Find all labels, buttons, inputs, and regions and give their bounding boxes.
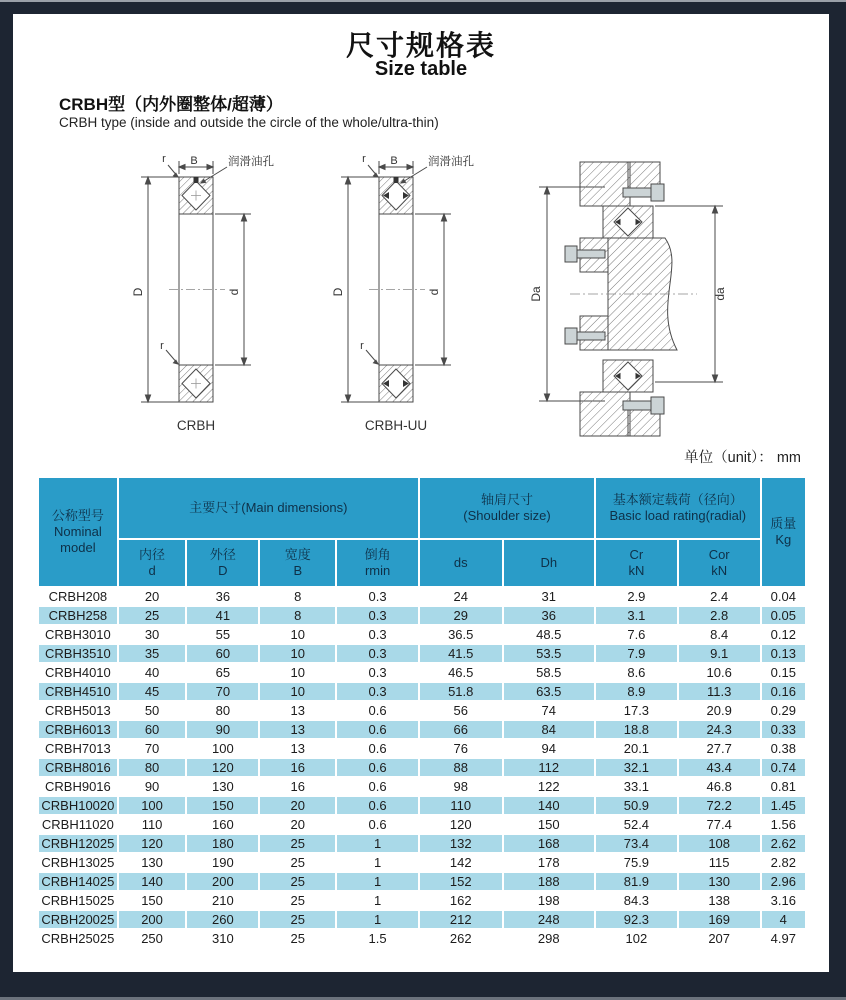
table-cell: 2.82 (762, 854, 805, 871)
frame-top-edge (0, 0, 846, 2)
table-cell: 142 (420, 854, 502, 871)
table-row (39, 930, 805, 947)
table-cell: 2.9 (596, 588, 677, 605)
table-cell: 2.4 (679, 588, 760, 605)
table-cell: 2.8 (679, 607, 760, 624)
table-cell: 84.3 (596, 892, 677, 909)
unit-note: 单位（unit）： mm (684, 450, 801, 466)
table-cell: 16 (260, 759, 335, 776)
table-row (39, 588, 805, 605)
table-row (39, 816, 805, 833)
table-cell: CRBH6013 (39, 721, 117, 738)
table-row (39, 759, 805, 776)
table-cell: 73.4 (596, 835, 677, 852)
table-cell: 1 (337, 835, 418, 852)
table-cell: 35 (119, 645, 186, 662)
crbh-uu-cross-section-diagram (331, 152, 481, 437)
table-cell: 0.6 (337, 759, 418, 776)
table-cell: 8 (260, 607, 335, 624)
table-cell: 0.3 (337, 683, 418, 700)
table-cell: 110 (420, 797, 502, 814)
table-cell: 210 (187, 892, 258, 909)
table-cell: 262 (420, 930, 502, 947)
table-cell: 20 (119, 588, 186, 605)
table-cell: 1.5 (337, 930, 418, 947)
diagram-caption: CRBH (176, 418, 216, 433)
table-cell: 0.16 (762, 683, 805, 700)
table-cell: CRBH25025 (39, 930, 117, 947)
table-cell: 2.96 (762, 873, 805, 890)
table-cell: 298 (504, 930, 595, 947)
table-cell: 8.9 (596, 683, 677, 700)
table-row (39, 778, 805, 795)
table-cell: 13 (260, 702, 335, 719)
table-cell: 75.9 (596, 854, 677, 871)
table-cell: 20.9 (679, 702, 760, 719)
table-cell: 0.13 (762, 645, 805, 662)
table-cell: 60 (119, 721, 186, 738)
section-heading-zh: CRBH型（内外圈整体/超薄） (59, 95, 283, 114)
table-cell: 25 (260, 835, 335, 852)
table-cell: 1 (337, 873, 418, 890)
oil-hole-label: 润滑油孔 (228, 156, 274, 168)
table-cell: 0.81 (762, 778, 805, 795)
table-cell: 200 (119, 911, 186, 928)
table-cell: 8.4 (679, 626, 760, 643)
dim-label-r-top: r (362, 153, 366, 165)
dim-label-outer-diameter: D (331, 287, 345, 297)
table-cell: 55 (187, 626, 258, 643)
oil-hole-label: 润滑油孔 (428, 156, 474, 168)
table-cell: 120 (420, 816, 502, 833)
header-mass: 质量 Kg (762, 478, 805, 586)
header-group-main-dimensions: 主要尺寸(Main dimensions) (119, 478, 418, 538)
table-cell: 2.62 (762, 835, 805, 852)
table-row (39, 683, 805, 700)
table-cell: 43.4 (679, 759, 760, 776)
table-cell: 1 (337, 892, 418, 909)
table-cell: 20 (260, 797, 335, 814)
table-cell: 0.6 (337, 740, 418, 757)
table-row (39, 721, 805, 738)
table-cell: 51.8 (420, 683, 502, 700)
table-cell: 8.6 (596, 664, 677, 681)
table-cell: 58.5 (504, 664, 595, 681)
table-cell: 88 (420, 759, 502, 776)
table-cell: 25 (260, 854, 335, 871)
header-group-shoulder-size: 轴肩尺寸 (Shoulder size) (420, 478, 594, 538)
table-cell: 0.15 (762, 664, 805, 681)
table-cell: 0.04 (762, 588, 805, 605)
table-cell: CRBH3510 (39, 645, 117, 662)
table-cell: 90 (119, 778, 186, 795)
table-cell: 45 (119, 683, 186, 700)
table-cell: CRBH4510 (39, 683, 117, 700)
table-cell: 27.7 (679, 740, 760, 757)
table-cell: 13 (260, 721, 335, 738)
table-cell: 190 (187, 854, 258, 871)
table-cell: 3.16 (762, 892, 805, 909)
diagram-caption: CRBH-UU (364, 418, 428, 433)
table-cell: 130 (119, 854, 186, 871)
table-cell: 310 (187, 930, 258, 947)
table-cell: 53.5 (504, 645, 595, 662)
table-cell: 18.8 (596, 721, 677, 738)
table-cell: 7.6 (596, 626, 677, 643)
table-cell: 30 (119, 626, 186, 643)
table-row (39, 740, 805, 757)
table-cell: 36 (504, 607, 595, 624)
table-row (39, 854, 805, 871)
table-cell: 0.3 (337, 645, 418, 662)
table-cell: 20.1 (596, 740, 677, 757)
table-cell: 0.05 (762, 607, 805, 624)
table-cell: 10.6 (679, 664, 760, 681)
table-cell: 4.97 (762, 930, 805, 947)
table-cell: 24.3 (679, 721, 760, 738)
table-row (39, 645, 805, 662)
dim-label-inner-diameter: d (427, 288, 441, 296)
header-dh: Dh (504, 540, 595, 586)
table-cell: 168 (504, 835, 595, 852)
table-cell: 72.2 (679, 797, 760, 814)
table-cell: 4 (762, 911, 805, 928)
table-cell: 10 (260, 664, 335, 681)
table-cell: 24 (420, 588, 502, 605)
dim-label-r-bottom: r (360, 340, 364, 352)
table-cell: 1.56 (762, 816, 805, 833)
table-cell: 48.5 (504, 626, 595, 643)
table-cell: 10 (260, 683, 335, 700)
table-cell: CRBH7013 (39, 740, 117, 757)
table-cell: 180 (187, 835, 258, 852)
table-cell: 63.5 (504, 683, 595, 700)
table-cell: 120 (119, 835, 186, 852)
table-cell: 41 (187, 607, 258, 624)
mounting-section-diagram (525, 154, 735, 444)
dim-label-r-bottom: r (160, 340, 164, 352)
table-cell: 0.74 (762, 759, 805, 776)
table-cell: 36 (187, 588, 258, 605)
table-cell: 98 (420, 778, 502, 795)
table-cell: 130 (679, 873, 760, 890)
table-cell: 25 (260, 892, 335, 909)
table-cell: 29 (420, 607, 502, 624)
table-cell: CRBH13025 (39, 854, 117, 871)
table-cell: 130 (187, 778, 258, 795)
table-cell: 112 (504, 759, 595, 776)
table-cell: 20 (260, 816, 335, 833)
table-cell: 70 (119, 740, 186, 757)
table-cell: 260 (187, 911, 258, 928)
header-group-load-rating: 基本额定载荷（径向） Basic load rating(radial) (596, 478, 760, 538)
table-cell: CRBH14025 (39, 873, 117, 890)
table-cell: 74 (504, 702, 595, 719)
table-cell: 0.3 (337, 607, 418, 624)
crbh-cross-section-diagram (131, 152, 281, 437)
table-cell: 102 (596, 930, 677, 947)
table-cell: 140 (119, 873, 186, 890)
table-cell: 1.45 (762, 797, 805, 814)
table-cell: 31 (504, 588, 595, 605)
table-cell: 0.33 (762, 721, 805, 738)
table-cell: 132 (420, 835, 502, 852)
table-cell: 56 (420, 702, 502, 719)
table-cell: 212 (420, 911, 502, 928)
table-cell: 3.1 (596, 607, 677, 624)
dim-label-inner-diameter: d (227, 288, 241, 296)
table-row (39, 873, 805, 890)
section-heading-en: CRBH type (inside and outside the circle of the whole/ultra-thin) (59, 115, 439, 130)
size-table (37, 476, 807, 949)
table-cell: 25 (119, 607, 186, 624)
table-cell: 200 (187, 873, 258, 890)
table-row (39, 797, 805, 814)
table-cell: 0.6 (337, 702, 418, 719)
header-outer-diameter: 外径 D (187, 540, 258, 586)
table-cell: 33.1 (596, 778, 677, 795)
table-cell: 1 (337, 911, 418, 928)
table-cell: 0.3 (337, 626, 418, 643)
table-cell: CRBH8016 (39, 759, 117, 776)
header-inner-diameter: 内径 d (119, 540, 186, 586)
table-cell: 110 (119, 816, 186, 833)
table-cell: CRBH5013 (39, 702, 117, 719)
dim-label-outer-diameter: D (131, 287, 145, 297)
table-cell: 50 (119, 702, 186, 719)
table-cell: 50.9 (596, 797, 677, 814)
table-cell: 17.3 (596, 702, 677, 719)
table-cell: 25 (260, 930, 335, 947)
table-cell: 138 (679, 892, 760, 909)
table-cell: 13 (260, 740, 335, 757)
table-cell: 41.5 (420, 645, 502, 662)
dim-label-b: B (190, 155, 198, 167)
table-cell: 84 (504, 721, 595, 738)
header-ds: ds (420, 540, 502, 586)
table-cell: CRBH9016 (39, 778, 117, 795)
table-row (39, 892, 805, 909)
header-width: 宽度 B (260, 540, 335, 586)
table-cell: 0.12 (762, 626, 805, 643)
table-row (39, 607, 805, 624)
table-cell: 7.9 (596, 645, 677, 662)
table-cell: 81.9 (596, 873, 677, 890)
table-row (39, 911, 805, 928)
table-cell: 40 (119, 664, 186, 681)
table-cell: 76 (420, 740, 502, 757)
table-header (39, 478, 805, 586)
table-cell: CRBH4010 (39, 664, 117, 681)
table-cell: 0.6 (337, 778, 418, 795)
table-cell: 140 (504, 797, 595, 814)
table-cell: 150 (504, 816, 595, 833)
header-cor: Cor kN (679, 540, 760, 586)
table-cell: CRBH12025 (39, 835, 117, 852)
dim-label-b: B (390, 155, 398, 167)
table-cell: 160 (187, 816, 258, 833)
table-cell: 150 (119, 892, 186, 909)
table-cell: 66 (420, 721, 502, 738)
table-cell: 108 (679, 835, 760, 852)
table-cell: CRBH10020 (39, 797, 117, 814)
table-cell: 198 (504, 892, 595, 909)
table-cell: 152 (420, 873, 502, 890)
table-cell: 0.38 (762, 740, 805, 757)
dim-label-r-top: r (162, 153, 166, 165)
table-cell: 162 (420, 892, 502, 909)
table-cell: 0.3 (337, 588, 418, 605)
table-cell: CRBH15025 (39, 892, 117, 909)
table-cell: 207 (679, 930, 760, 947)
table-cell: CRBH11020 (39, 816, 117, 833)
table-cell: 25 (260, 911, 335, 928)
table-cell: 36.5 (420, 626, 502, 643)
header-chamfer: 倒角 rmin (337, 540, 418, 586)
table-cell: CRBH3010 (39, 626, 117, 643)
table-cell: CRBH208 (39, 588, 117, 605)
table-cell: 77.4 (679, 816, 760, 833)
table-cell: 1 (337, 854, 418, 871)
table-cell: 100 (119, 797, 186, 814)
dim-label-housing-bore: Da (529, 286, 543, 302)
table-cell: 250 (119, 930, 186, 947)
table-cell: 0.6 (337, 797, 418, 814)
table-cell: 16 (260, 778, 335, 795)
table-cell: 80 (119, 759, 186, 776)
table-cell: 92.3 (596, 911, 677, 928)
table-cell: 10 (260, 626, 335, 643)
table-cell: 65 (187, 664, 258, 681)
table-cell: 0.6 (337, 721, 418, 738)
table-cell: 9.1 (679, 645, 760, 662)
table-cell: 188 (504, 873, 595, 890)
dim-label-shaft-diameter: da (713, 287, 727, 301)
table-row (39, 702, 805, 719)
header-nominal-model: 公称型号 Nominal model (39, 478, 117, 586)
table-cell: 94 (504, 740, 595, 757)
table-cell: 122 (504, 778, 595, 795)
table-cell: 115 (679, 854, 760, 871)
table-cell: 10 (260, 645, 335, 662)
table-cell: 80 (187, 702, 258, 719)
table-cell: CRBH258 (39, 607, 117, 624)
table-cell: 0.3 (337, 664, 418, 681)
table-row (39, 664, 805, 681)
spec-sheet-page (13, 14, 829, 972)
table-cell: 32.1 (596, 759, 677, 776)
table-cell: 52.4 (596, 816, 677, 833)
table-cell: 100 (187, 740, 258, 757)
table-cell: CRBH20025 (39, 911, 117, 928)
table-cell: 178 (504, 854, 595, 871)
table-cell: 8 (260, 588, 335, 605)
table-cell: 46.8 (679, 778, 760, 795)
table-cell: 60 (187, 645, 258, 662)
table-body (39, 588, 805, 947)
table-cell: 25 (260, 873, 335, 890)
page-title-en: Size table (374, 58, 468, 80)
table-cell: 248 (504, 911, 595, 928)
table-cell: 90 (187, 721, 258, 738)
table-row (39, 626, 805, 643)
table-cell: 70 (187, 683, 258, 700)
table-cell: 120 (187, 759, 258, 776)
page-title-zh: 尺寸规格表 (345, 30, 496, 61)
table-cell: 11.3 (679, 683, 760, 700)
table-cell: 169 (679, 911, 760, 928)
table-cell: 46.5 (420, 664, 502, 681)
table-cell: 150 (187, 797, 258, 814)
table-cell: 0.6 (337, 816, 418, 833)
header-cr: Cr kN (596, 540, 677, 586)
table-row (39, 835, 805, 852)
table-cell: 0.29 (762, 702, 805, 719)
